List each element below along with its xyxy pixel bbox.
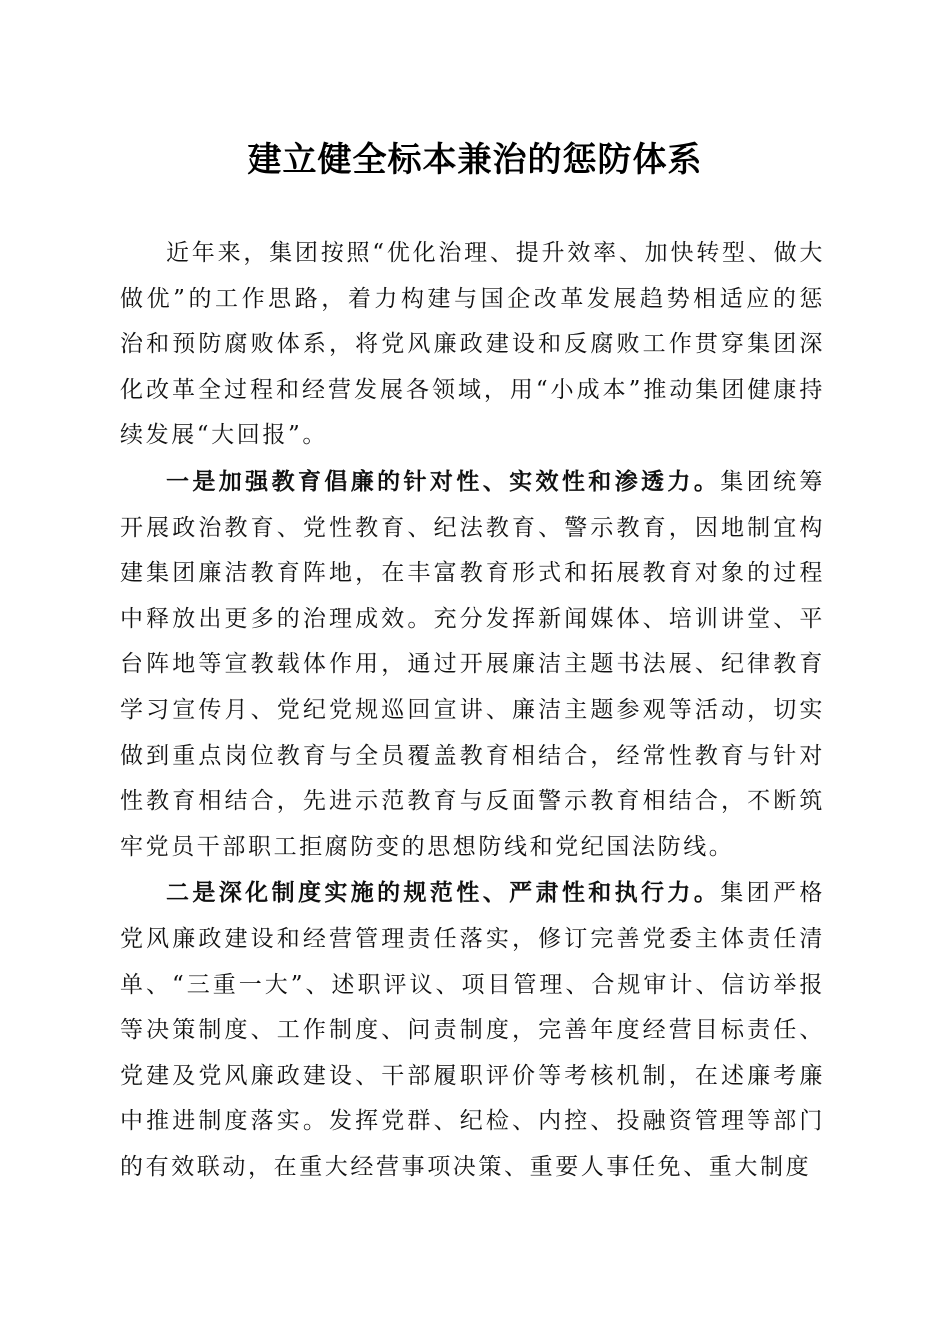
document-title: 建立健全标本兼治的惩防体系	[247, 140, 703, 180]
document-body	[120, 230, 825, 1190]
paragraph-text: 集团严格党风廉政建设和经营管理责任落实，修订完善党委主体责任清单、“三重一大”、述职评议、项目管理、合规审计、信访举报等决策制度、工作制度、问责制度，完善年度经营目标责任、党建及党风廉政建设、干部履职评价等考核机制，在述廉考廉中推进制度落实。发挥党群、纪检、内控、投融资管理等部门的有效联动，在重大经营事项决策、重要人事任免、重大制度	[120, 880, 825, 1180]
paragraph-intro	[120, 230, 825, 459]
paragraph-system	[120, 870, 825, 1190]
paragraph-lead: 二是深化制度实施的规范性、严肃性和执行力。	[166, 879, 721, 907]
paragraph-text: 集团统筹开展政治教育、党性教育、纪法教育、警示教育，因地制宜构建集团廉洁教育阵地，在丰富教育形式和拓展教育对象的过程中释放出更多的治理成效。充分发挥新闻媒体、培训讲堂、平台阵地等宣教载体作用，通过开展廉洁主题书法展、纪律教育学习宣传月、党纪党规巡回宣讲、廉洁主题参观等活动，切实做到重点岗位教育与全员覆盖教育相结合，经常性教育与针对性教育相结合，先进示范教育与反面警示教育相结合，不断筑牢党员干部职工拒腐防变的思想防线和党纪国法防线。	[120, 468, 825, 860]
paragraph-education	[120, 459, 825, 870]
paragraph-lead: 一是加强教育倡廉的针对性、实效性和渗透力。	[166, 467, 721, 495]
paragraph-text: 近年来，集团按照“优化治理、提升效率、加快转型、做大做优”的工作思路，着力构建与国企改革发展趋势相适应的惩治和预防腐败体系，将党风廉政建设和反腐败工作贯穿集团深化改革全过程和经营发展各领域，用“小成本”推动集团健康持续发展“大回报”。	[120, 240, 825, 449]
